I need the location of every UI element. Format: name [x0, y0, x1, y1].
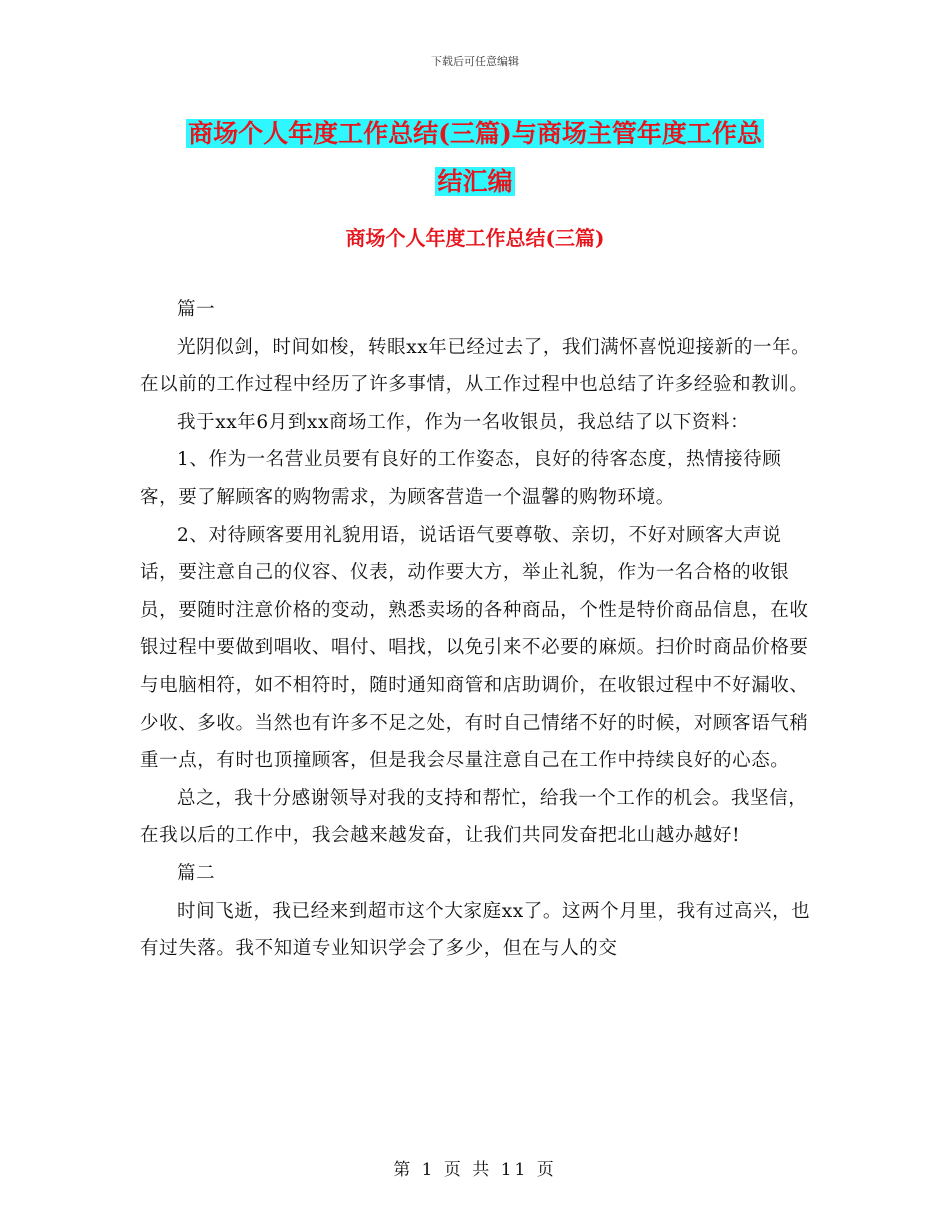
paragraph-heading-1: 篇一 — [177, 299, 216, 320]
paragraph: 2、对待顾客要用礼貌用语，说话语气要尊敬、亲切，不好对顾客大声说话，要注意自己的仪容、仪表，动作要大方，举止礼貌，作为一名合格的收银员，要随时注意价格的变动，熟悉卖场的各种商品，个性是特价商品信息，在收银过程中要做到唱收、唱付、唱找，以免引来不必要的麻烦。扫价时商品价格要与电脑相符，如不相符时，随时通知商管和店助调价，在收银过程中不好漏收、少收、多收。当然也有许多不足之处，有时自己情绪不好的时候，对顾客语气稍重一点，有时也顶撞顾客，但是我会尽量注意自己在工作中持续良好的心态。 — [140, 524, 809, 772]
page-number: 第 1 页 共 11 页 — [393, 1160, 557, 1180]
document-title — [140, 110, 810, 206]
paragraph: 我于xx年6月到xx商场工作，作为一名收银员，我总结了以下资料： — [177, 411, 750, 433]
paragraph: 光阴似剑，时间如梭，转眼xx年已经过去了，我们满怀喜悦迎接新的一年。在以前的工作过程中经历了许多事情，从工作过程中也总结了许多经验和教训。 — [140, 336, 811, 396]
paragraph-heading-2: 篇二 — [177, 862, 216, 884]
section-title: 商场个人年度工作总结(三篇) — [345, 226, 605, 250]
body-text — [140, 291, 812, 968]
page-header-note: 下载后可任意编辑 — [431, 55, 519, 68]
paragraph: 时间飞逝，我已经来到超市这个大家庭xx了。这两个月里，我有过高兴，也有过失落。我不知道专业知识学会了多少，但在与人的交 — [140, 900, 811, 960]
title-line-2: 结汇编 — [437, 167, 513, 196]
paragraph: 1、作为一名营业员要有良好的工作姿态，良好的待客态度，热情接待顾客，要了解顾客的购物需求，为顾客营造一个温馨的购物环境。 — [140, 449, 782, 508]
paragraph: 总之，我十分感谢领导对我的支持和帮忙，给我一个工作的机会。我坚信，在我以后的工作中，我会越来越发奋，让我们共同发奋把北山越办越好! — [140, 787, 808, 847]
title-line-1: 商场个人年度工作总结(三篇)与商场主管年度工作总 — [188, 119, 762, 148]
